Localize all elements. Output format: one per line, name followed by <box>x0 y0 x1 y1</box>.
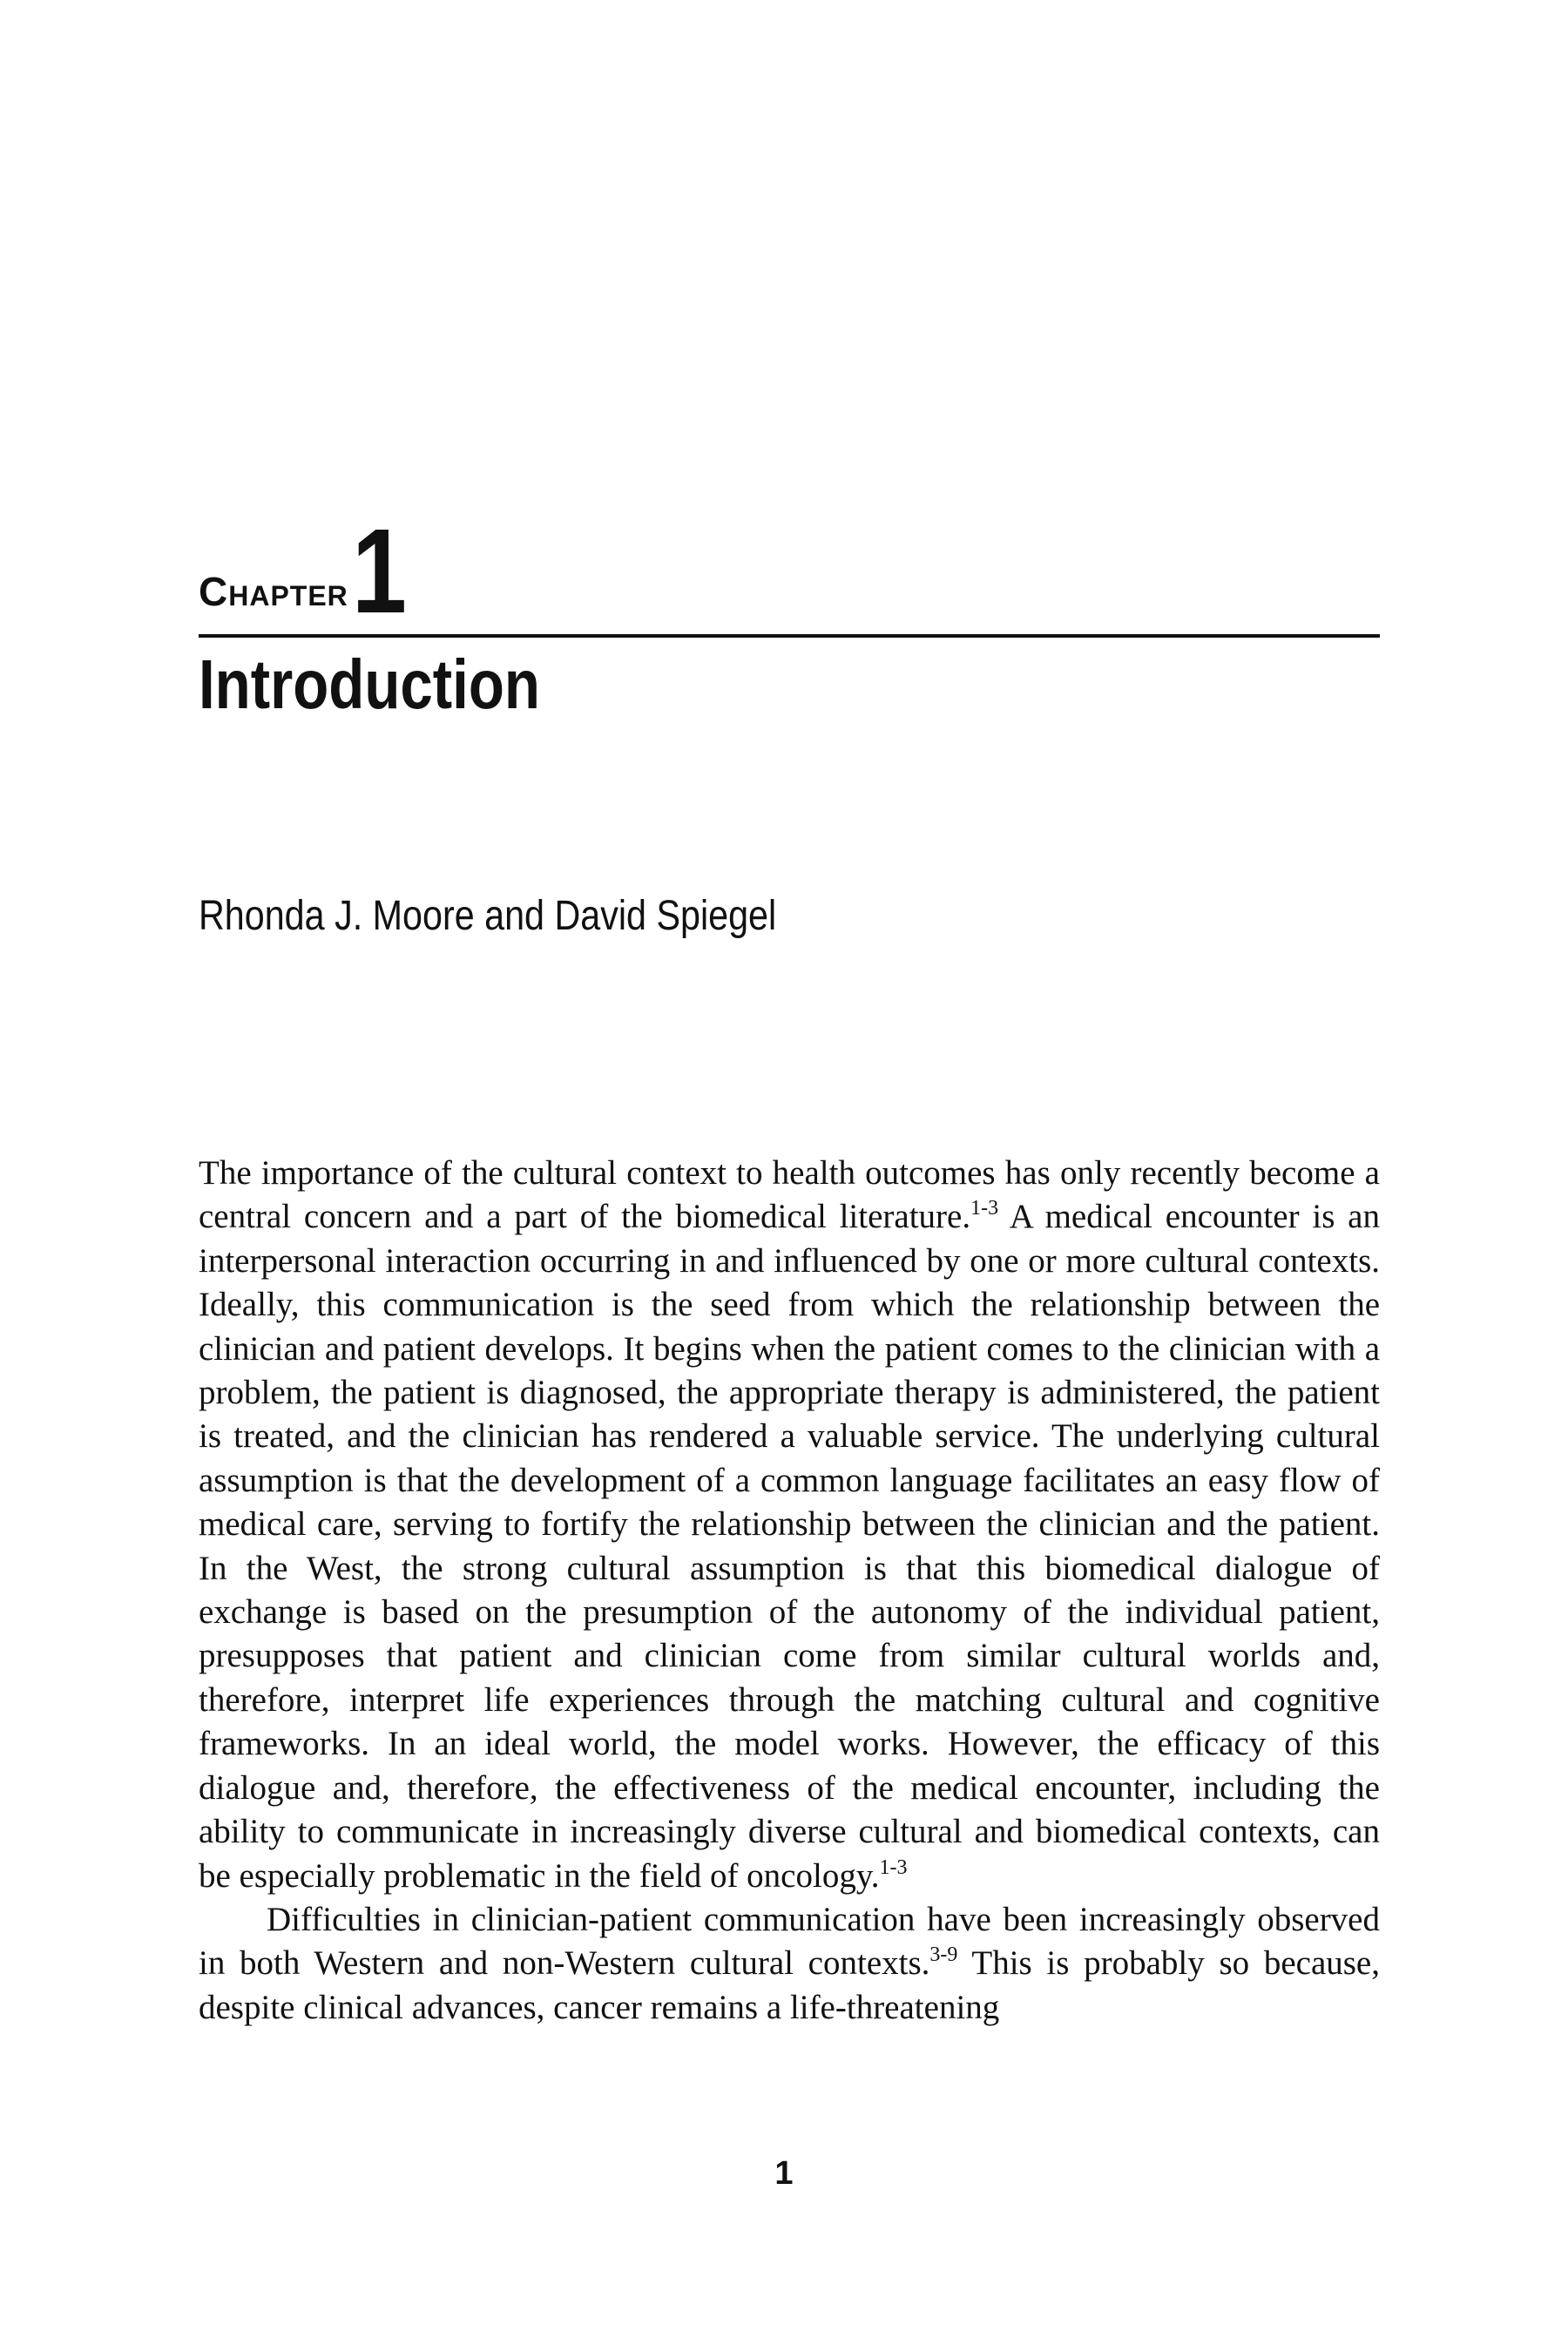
citation-superscript: 1-3 <box>970 1197 999 1220</box>
chapter-title: Introduction <box>199 645 540 723</box>
page-number: 1 <box>774 2155 794 2192</box>
paragraph <box>199 1152 1380 1898</box>
citation-superscript: 3-9 <box>929 1943 958 1967</box>
chapter-number: 1 <box>351 504 407 639</box>
paragraph-text: The importance of the cultural context to health outcomes has only recently become a central concern and a part of the biomedical literature. <box>199 1154 1380 1236</box>
paragraph-text: Difficulties in clinician-patient communication have been increasingly observed in both Western and non-Western cultural contexts. <box>199 1900 1380 1983</box>
body-text <box>199 1152 1380 2030</box>
chapter-heading <box>199 504 1380 723</box>
citation-superscript: 1-3 <box>879 1855 908 1879</box>
paragraph <box>199 1898 1380 2030</box>
chapter-label-row <box>199 504 1380 639</box>
chapter-label: Chapter <box>199 569 348 614</box>
paragraph-text: A medical encounter is an interpersonal interaction occurring in and influenced by one or more cultural contexts. Ideally, this communication is the seed from which the relationship between the clinician and patient develops. It begins when the patient comes to the clinician with a problem, the patient is diagnosed, the appropriate therapy is administered, the patient is treated, and the clinician has rendered a valuable service. The underlying cultural assumption is that the development of a common language facilitates an easy flow of medical care, serving to fortify the relationship between the clinician and the patient. In the West, the strong cultural assumption is that this biomedical dialogue of exchange is based on the presumption of the autonomy of the individual patient, presupposes that patient and clinician come from similar cultural worlds and, therefore, interpret life experiences through the matching cultural and cognitive frameworks. In an ideal world, the model works. However, the efficacy of this dialogue and, therefore, the effectiveness of the medical encounter, including the ability to communicate in increasingly diverse cultural and biomedical contexts, can be especially problematic in the field of oncology. <box>199 1198 1380 1895</box>
chapter-authors: Rhonda J. Moore and David Spiegel <box>199 893 777 939</box>
paragraph-text: This is probably so because, despite clinical advances, cancer remains a life-threatening <box>199 1944 1380 2026</box>
